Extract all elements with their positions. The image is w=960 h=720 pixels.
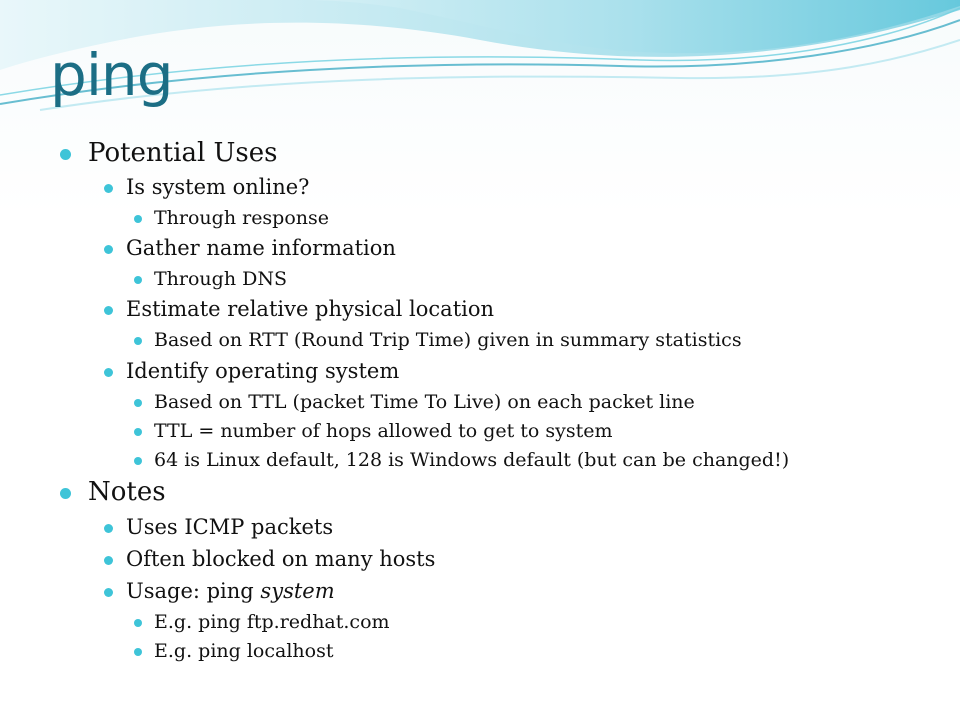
bullet-icon <box>104 245 113 254</box>
sub-list-item-text: Through response <box>154 207 330 229</box>
bullet-icon <box>134 337 142 345</box>
list-item-text: Gather name information <box>126 236 396 260</box>
bullet-icon <box>104 368 113 377</box>
bullet-icon <box>134 457 142 465</box>
list-item-text: Identify operating system <box>126 359 400 383</box>
sub-list-item-text: Based on RTT (Round Trip Time) given in summary statistics <box>154 329 742 351</box>
slide-title: ping <box>50 41 173 109</box>
bullet-icon <box>60 488 71 499</box>
sub-list-item-text: Through DNS <box>154 268 287 290</box>
bullet-icon <box>134 428 142 436</box>
sub-list-item-text: Based on TTL (packet Time To Live) on each packet line <box>154 391 695 413</box>
bullet-icon <box>104 556 113 565</box>
bullet-icon <box>134 276 142 284</box>
bullet-icon <box>104 588 113 597</box>
section-heading: Notes <box>88 477 166 507</box>
list-item-text: Estimate relative physical location <box>126 297 495 321</box>
bullet-icon <box>104 524 113 533</box>
list-item-text: Is system online? <box>126 175 310 199</box>
bullet-icon <box>134 399 142 407</box>
bullet-icon <box>104 184 113 193</box>
list-item-text: Often blocked on many hosts <box>126 547 436 571</box>
section-heading: Potential Uses <box>88 138 278 168</box>
sub-list-item-text: E.g. ping ftp.redhat.com <box>154 611 390 633</box>
bullet-icon <box>134 215 142 223</box>
bullet-icon <box>134 619 142 627</box>
sub-list-item-text: TTL = number of hops allowed to get to system <box>154 420 613 442</box>
bullet-icon <box>134 648 142 656</box>
list-item-text: Uses ICMP packets <box>126 515 334 539</box>
sub-list-item-text: 64 is Linux default, 128 is Windows default (but can be changed!) <box>154 449 790 471</box>
bullet-icon <box>60 149 71 160</box>
usage-argument: system <box>260 579 335 603</box>
list-item-text <box>126 581 335 602</box>
sub-list-item-text: E.g. ping localhost <box>154 640 334 662</box>
usage-prefix: Usage: ping <box>126 579 261 603</box>
bullet-icon <box>104 306 113 315</box>
